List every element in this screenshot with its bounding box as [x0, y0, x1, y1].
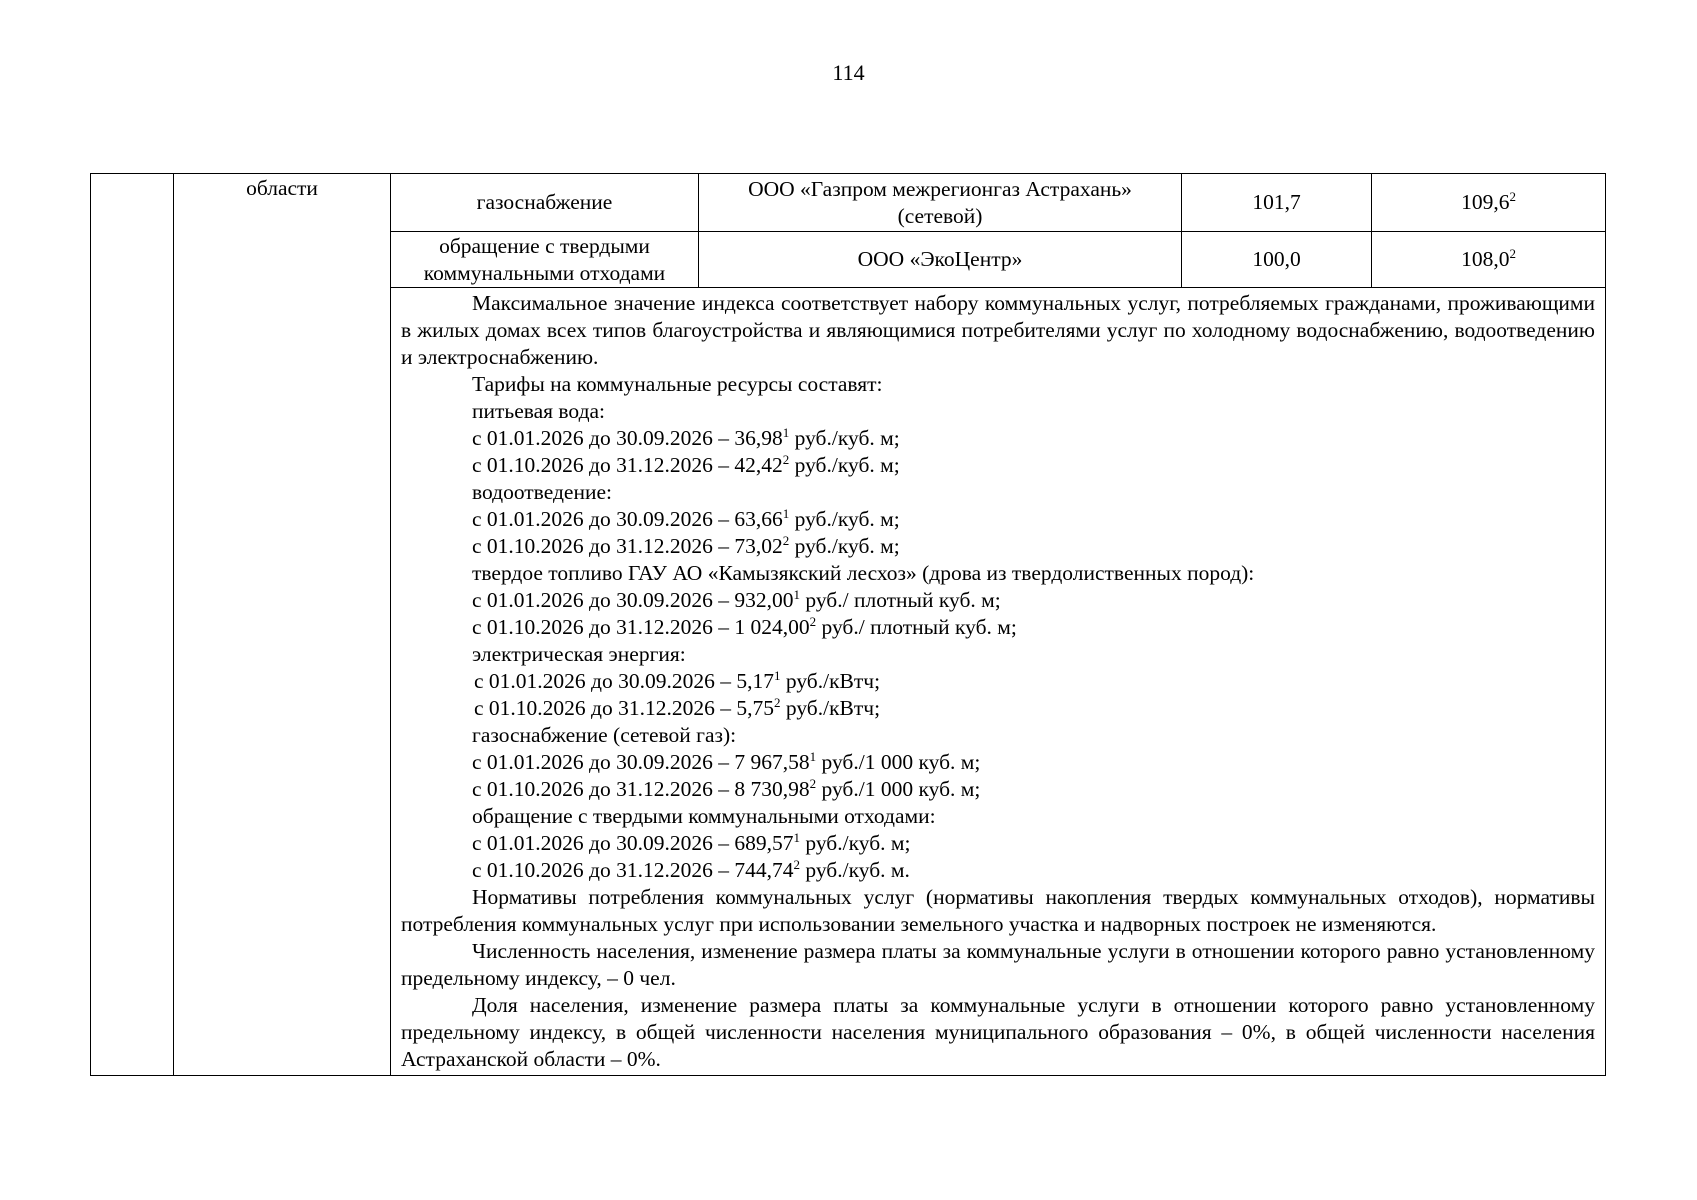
tariff-line: с 01.01.2026 до 30.09.2026 – 63,66$^1$ руб./куб. м; — [472, 506, 900, 531]
tariff-line: с 01.01.2026 до 30.09.2026 – 5,17$^1$ руб./кВтч; — [474, 668, 881, 693]
share-paragraph: Доля населения, изменение размера платы за коммунальные услуги в отношении которого равно установленному предельному индексу, в общей численности населения муниципального образования – 0%, в общей численности населения Астраханской области – 0%. — [401, 993, 1595, 1071]
footnote-mark: 2 — [1509, 246, 1516, 261]
tariff-line: с 01.10.2026 до 31.12.2026 – 42,42$^2$ руб./куб. м; — [472, 452, 900, 477]
population-paragraph: Численность населения, изменение размера платы за коммунальные услуги в отношении которого равно установленному предельному индексу, – 0 чел. — [401, 939, 1595, 990]
service-cell: газоснабжение — [391, 174, 699, 232]
tariff-line: с 01.10.2026 до 31.12.2026 – 744,74$^2$ руб./куб. м. — [472, 857, 910, 882]
service-line: обращение с твердыми — [439, 233, 650, 258]
max-value-cell — [1372, 174, 1606, 232]
tariff-line: с 01.01.2026 до 30.09.2026 – 689,57$^1$ руб./куб. м; — [472, 830, 911, 855]
sewage-label: водоотведение: — [472, 480, 612, 504]
waste-label: обращение с твердыми коммунальными отходами: — [472, 804, 936, 828]
max-value: 109,6 — [1461, 190, 1510, 214]
gas-label: газоснабжение (сетевой газ): — [472, 723, 737, 747]
provider-type: (сетевой) — [897, 203, 983, 228]
service-cell — [391, 232, 699, 288]
narrative-cell — [391, 288, 1606, 1076]
index-value-cell: 100,0 — [1182, 232, 1372, 288]
water-label: питьевая вода: — [472, 399, 606, 423]
tariffs-heading: Тарифы на коммунальные ресурсы составят: — [472, 372, 883, 396]
tariff-line: с 01.01.2026 до 30.09.2026 – 932,00$^1$ руб./ плотный куб. м; — [472, 587, 1001, 612]
fuel-label: твердое топливо ГАУ АО «Камызякский лесхоз» (дрова из твердолиственных пород): — [472, 561, 1255, 585]
norms-paragraph: Нормативы потребления коммунальных услуг (нормативы накопления твердых коммунальных отходов), нормативы потребления коммунальных услуг при использовании земельного участка и надворных построек не изменяются. — [401, 885, 1595, 936]
provider-name: ООО «Газпром межрегионгаз Астрахань» — [748, 176, 1132, 201]
index-value-cell: 101,7 — [1182, 174, 1372, 232]
provider-cell — [699, 174, 1182, 232]
service-line: коммунальными отходами — [423, 260, 666, 285]
table-row — [91, 174, 1606, 232]
max-value-cell — [1372, 232, 1606, 288]
electricity-label: электрическая энергия: — [472, 642, 686, 666]
tariff-line: с 01.01.2026 до 30.09.2026 – 7 967,58$^1$ руб./1 000 куб. м; — [472, 749, 981, 774]
intro-paragraph: Максимальное значение индекса соответствует набору коммунальных услуг, потребляемых гражданами, проживающими в жилых домах всех типов благоустройства и являющимися потребителями услуг по холодному водоснабжению, водоотведению и электроснабжению. — [401, 291, 1595, 369]
tariff-line: с 01.10.2026 до 31.12.2026 – 8 730,98$^2$ руб./1 000 куб. м; — [472, 776, 981, 801]
max-value: 108,0 — [1461, 247, 1510, 271]
page-number: 114 — [832, 60, 865, 85]
provider-cell: ООО «ЭкоЦентр» — [699, 232, 1182, 288]
utilities-table — [90, 173, 1606, 1076]
tariff-line: с 01.10.2026 до 31.12.2026 – 5,75$^2$ руб./кВтч; — [474, 695, 881, 720]
tariff-line: с 01.10.2026 до 31.12.2026 – 1 024,00$^2$ руб./ плотный куб. м; — [472, 614, 1017, 639]
region-cell: области — [174, 174, 391, 1076]
tariff-line: с 01.01.2026 до 30.09.2026 – 36,98$^1$ руб./куб. м; — [472, 425, 900, 450]
empty-number-cell — [91, 174, 174, 1076]
tariff-line: с 01.10.2026 до 31.12.2026 – 73,02$^2$ руб./куб. м; — [472, 533, 900, 558]
footnote-mark: 2 — [1509, 189, 1516, 204]
